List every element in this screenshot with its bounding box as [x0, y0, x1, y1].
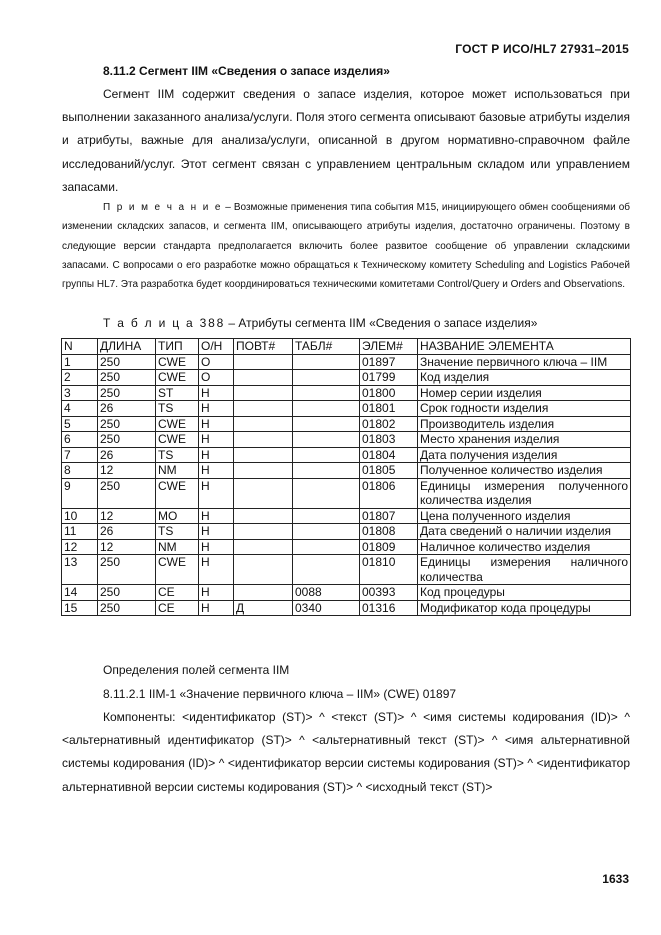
- cell-length: 250: [98, 555, 156, 585]
- cell-element-name: Дата сведений о наличии изделия: [418, 524, 631, 540]
- cell-table: [293, 524, 360, 540]
- cell-n: 4: [62, 401, 98, 417]
- cell-type: NM: [156, 539, 199, 555]
- cell-element-name: Наличное количество изделия: [418, 539, 631, 555]
- cell-item: 01805: [360, 463, 418, 479]
- section-paragraph: [62, 83, 630, 199]
- cell-opt: Н: [199, 478, 234, 508]
- cell-element-name: Дата получения изделия: [418, 447, 631, 463]
- note-label: П р и м е ч а н и е: [103, 202, 223, 213]
- cell-rep: [234, 354, 293, 370]
- cell-n: 5: [62, 416, 98, 432]
- table-row: [62, 463, 631, 479]
- components-paragraph: [62, 706, 630, 799]
- table-row: [62, 555, 631, 585]
- page-number: 1633: [602, 872, 629, 886]
- cell-item: 01803: [360, 432, 418, 448]
- cell-type: CWE: [156, 478, 199, 508]
- col-header-table: ТАБЛ#: [293, 339, 360, 355]
- cell-opt: Н: [199, 447, 234, 463]
- cell-opt: О: [199, 354, 234, 370]
- cell-item: 01799: [360, 370, 418, 386]
- cell-table: [293, 416, 360, 432]
- table-row: [62, 508, 631, 524]
- cell-opt: Н: [199, 508, 234, 524]
- cell-table: [293, 385, 360, 401]
- section-paragraph-text: Сегмент IIM содержит сведения о запасе изделия, которое может использоваться при выполнении заказанного анализа/услуги. Поля этого сегмента описывают базовые атрибуты изделия и атрибуты, важные для анализа/услуги, описанной в другом нормативно-справочном файле исследований/услуг. Этот сегмент связан с управлением центральным складом или управлением запасами.: [62, 87, 630, 194]
- cell-element-name: Единицы измерения полученного количества изделия: [418, 478, 631, 508]
- cell-rep: [234, 585, 293, 601]
- cell-item: 01807: [360, 508, 418, 524]
- cell-length: 26: [98, 401, 156, 417]
- table-row: [62, 385, 631, 401]
- table-row: [62, 478, 631, 508]
- cell-type: TS: [156, 524, 199, 540]
- table-caption-text: – Атрибуты сегмента IIM «Сведения о запасе изделия»: [225, 316, 538, 330]
- cell-table: 0088: [293, 585, 360, 601]
- col-header-n: N: [62, 339, 98, 355]
- cell-element-name: Срок годности изделия: [418, 401, 631, 417]
- cell-opt: Н: [199, 416, 234, 432]
- col-header-rep: ПОВТ#: [234, 339, 293, 355]
- cell-n: 9: [62, 478, 98, 508]
- table-row: [62, 524, 631, 540]
- cell-type: TS: [156, 447, 199, 463]
- cell-n: 13: [62, 555, 98, 585]
- col-header-length: ДЛИНА: [98, 339, 156, 355]
- cell-n: 15: [62, 600, 98, 616]
- cell-item: 01809: [360, 539, 418, 555]
- cell-table: [293, 539, 360, 555]
- cell-length: 250: [98, 478, 156, 508]
- cell-rep: [234, 432, 293, 448]
- cell-n: 14: [62, 585, 98, 601]
- cell-rep: [234, 555, 293, 585]
- cell-length: 12: [98, 539, 156, 555]
- cell-opt: Н: [199, 524, 234, 540]
- components-text: Компоненты: <идентификатор (ST)> ^ <текст (ST)> ^ <имя системы кодирования (ID)> ^ <альтернативный идентификатор (ST)> ^ <альтернативный текст (ST)> ^ <имя альтернативной системы кодирования (ID)> ^ <идентификатор версии системы кодирования (ST)> ^ <идентификатор альтернативной версии системы кодирования (ST)> ^ <исходный текст (ST)>: [62, 710, 630, 794]
- cell-element-name: Номер серии изделия: [418, 385, 631, 401]
- cell-rep: [234, 447, 293, 463]
- table-caption-label: Т а б л и ц а 388: [103, 316, 226, 330]
- cell-rep: [234, 416, 293, 432]
- cell-item: 01802: [360, 416, 418, 432]
- cell-item: 01800: [360, 385, 418, 401]
- cell-table: [293, 555, 360, 585]
- cell-element-name: Код изделия: [418, 370, 631, 386]
- cell-item: 01810: [360, 555, 418, 585]
- table-row: [62, 416, 631, 432]
- table-header-row: [62, 339, 631, 355]
- cell-item: 00393: [360, 585, 418, 601]
- cell-n: 2: [62, 370, 98, 386]
- cell-type: CE: [156, 600, 199, 616]
- table-row: [62, 447, 631, 463]
- cell-n: 6: [62, 432, 98, 448]
- attributes-table: [61, 338, 631, 616]
- cell-length: 250: [98, 354, 156, 370]
- cell-rep: [234, 539, 293, 555]
- cell-length: 12: [98, 508, 156, 524]
- col-header-element-name: НАЗВАНИЕ ЭЛЕМЕНТА: [418, 339, 631, 355]
- cell-length: 250: [98, 370, 156, 386]
- cell-length: 26: [98, 524, 156, 540]
- cell-item: 01808: [360, 524, 418, 540]
- cell-rep: [234, 478, 293, 508]
- table-row: [62, 539, 631, 555]
- cell-table: [293, 447, 360, 463]
- cell-type: CWE: [156, 370, 199, 386]
- col-header-opt: О/Н: [199, 339, 234, 355]
- field-title: 8.11.2.1 IIM-1 «Значение первичного ключа – IIM» (CWE) 01897: [103, 687, 457, 701]
- table-row: [62, 600, 631, 616]
- cell-n: 12: [62, 539, 98, 555]
- definitions-heading: Определения полей сегмента IIM: [103, 663, 290, 677]
- cell-opt: Н: [199, 432, 234, 448]
- table-row: [62, 401, 631, 417]
- note-block: [62, 198, 630, 294]
- cell-table: 0340: [293, 600, 360, 616]
- table-row: [62, 370, 631, 386]
- cell-element-name: Единицы измерения наличного количества: [418, 555, 631, 585]
- cell-n: 8: [62, 463, 98, 479]
- cell-element-name: Модификатор кода процедуры: [418, 600, 631, 616]
- cell-item: 01897: [360, 354, 418, 370]
- cell-table: [293, 478, 360, 508]
- cell-rep: [234, 524, 293, 540]
- cell-table: [293, 508, 360, 524]
- table-row: [62, 432, 631, 448]
- cell-rep: [234, 370, 293, 386]
- cell-length: 250: [98, 416, 156, 432]
- cell-rep: [234, 401, 293, 417]
- table-row: [62, 354, 631, 370]
- section-title: 8.11.2 Сегмент IIM «Сведения о запасе изделия»: [103, 64, 390, 78]
- cell-item: 01806: [360, 478, 418, 508]
- cell-item: 01801: [360, 401, 418, 417]
- cell-length: 26: [98, 447, 156, 463]
- cell-type: CWE: [156, 354, 199, 370]
- note-text: – Возможные применения типа события M15, инициирующего обмен сообщениями об изменении складских запасов, и сегмента IIM, описывающего атрибуты изделия, достаточно ограничены. Поэтому в следующие версии стандарта предполагается включить более развитое сообщение об управлении складскими запасами. С вопросами о его разработке можно обращаться к Техническому комитету Scheduling and Logistics Рабочей группы HL7. Эта разработка будет координироваться техническими комитетами Control/Query и Orders and Observations.: [62, 202, 631, 291]
- cell-rep: [234, 385, 293, 401]
- cell-type: ST: [156, 385, 199, 401]
- cell-n: 10: [62, 508, 98, 524]
- cell-opt: О: [199, 370, 234, 386]
- cell-element-name: Значение первичного ключа – IIM: [418, 354, 631, 370]
- cell-n: 7: [62, 447, 98, 463]
- cell-n: 11: [62, 524, 98, 540]
- cell-length: 250: [98, 600, 156, 616]
- cell-table: [293, 401, 360, 417]
- cell-element-name: Место хранения изделия: [418, 432, 631, 448]
- cell-rep: [234, 508, 293, 524]
- cell-rep: Д: [234, 600, 293, 616]
- cell-table: [293, 432, 360, 448]
- col-header-item: ЭЛЕМ#: [360, 339, 418, 355]
- table-row: [62, 585, 631, 601]
- cell-opt: Н: [199, 555, 234, 585]
- cell-n: 3: [62, 385, 98, 401]
- cell-element-name: Цена полученного изделия: [418, 508, 631, 524]
- cell-opt: Н: [199, 539, 234, 555]
- table-caption: [103, 316, 537, 330]
- cell-opt: Н: [199, 401, 234, 417]
- cell-element-name: Полученное количество изделия: [418, 463, 631, 479]
- cell-n: 1: [62, 354, 98, 370]
- cell-opt: Н: [199, 600, 234, 616]
- cell-item: 01316: [360, 600, 418, 616]
- document-header: ГОСТ Р ИСО/HL7 27931–2015: [455, 42, 629, 56]
- cell-length: 12: [98, 463, 156, 479]
- cell-item: 01804: [360, 447, 418, 463]
- cell-table: [293, 354, 360, 370]
- cell-table: [293, 370, 360, 386]
- cell-type: CWE: [156, 432, 199, 448]
- cell-type: MO: [156, 508, 199, 524]
- col-header-type: ТИП: [156, 339, 199, 355]
- cell-type: CWE: [156, 416, 199, 432]
- cell-opt: Н: [199, 463, 234, 479]
- cell-type: NM: [156, 463, 199, 479]
- cell-length: 250: [98, 585, 156, 601]
- cell-length: 250: [98, 432, 156, 448]
- cell-length: 250: [98, 385, 156, 401]
- cell-rep: [234, 463, 293, 479]
- cell-element-name: Код процедуры: [418, 585, 631, 601]
- cell-element-name: Производитель изделия: [418, 416, 631, 432]
- cell-table: [293, 463, 360, 479]
- cell-opt: Н: [199, 585, 234, 601]
- cell-type: TS: [156, 401, 199, 417]
- cell-type: CE: [156, 585, 199, 601]
- cell-type: CWE: [156, 555, 199, 585]
- cell-opt: Н: [199, 385, 234, 401]
